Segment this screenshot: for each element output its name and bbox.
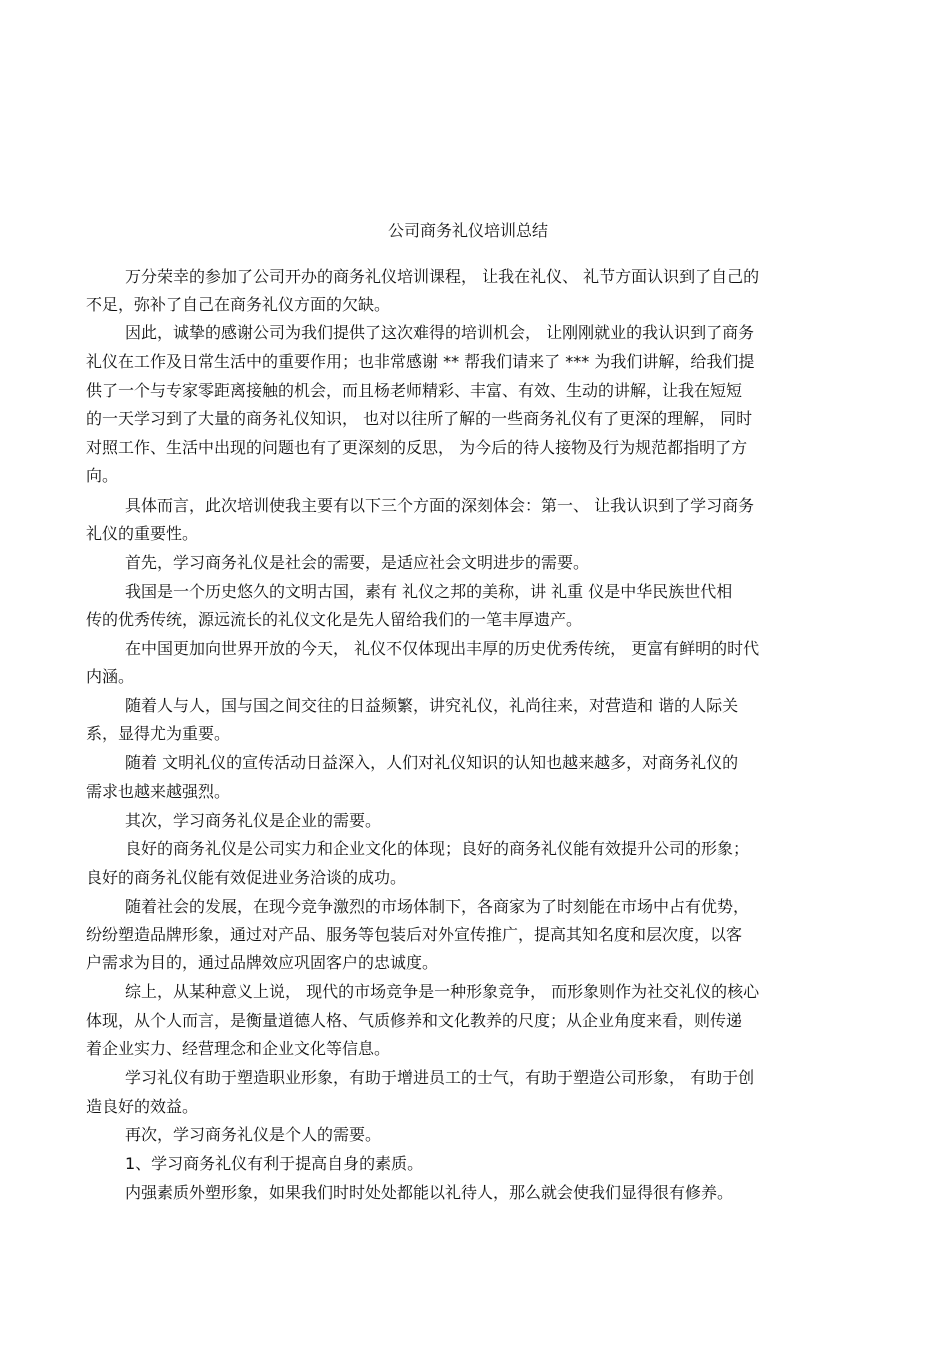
text-line: 不足，弥补了自己在商务礼仪方面的欠缺。 <box>86 295 391 314</box>
text-line: 造良好的效益。 <box>86 1097 199 1116</box>
text-line: 我国是一个历史悠久的文明古国，素有 礼仪之邦的美称，讲 礼重 仪是中华民族世代相 <box>125 582 733 601</box>
text-line: 传的优秀传统，源远流长的礼仪文化是先人留给我们的一笔丰厚遗产。 <box>86 610 583 629</box>
text-line: 礼仪的重要性。 <box>86 524 199 543</box>
text-line: 的一天学习到了大量的商务礼仪知识， 也对以往所了解的一些商务礼仪有了更深的理解， 同时 <box>86 409 753 428</box>
text-line: 内涵。 <box>86 667 135 686</box>
text-line: 良好的商务礼仪能有效促进业务洽谈的成功。 <box>86 868 407 887</box>
text-line: 纷纷塑造品牌形象，通过对产品、服务等包装后对外宣传推广，提高其知名度和层次度，以客 <box>86 925 743 944</box>
text-line: 综上，从某种意义上说， 现代的市场竞争是一种形象竞争， 而形象则作为社交礼仪的核心 <box>125 982 760 1001</box>
text-line: 具体而言，此次培训使我主要有以下三个方面的深刻体会：第一、 让我认识到了学习商务 <box>125 496 755 515</box>
text-line: 供了一个与专家零距离接触的机会，而且杨老师精彩、丰富、有效、生动的讲解，让我在短短 <box>86 381 743 400</box>
text-line: 向。 <box>86 466 119 485</box>
text-line: 着企业实力、经营理念和企业文化等信息。 <box>86 1039 391 1058</box>
text-line: 良好的商务礼仪是公司实力和企业文化的体现；良好的商务礼仪能有效提升公司的形象； <box>125 839 750 858</box>
text-line: 因此，诚挚的感谢公司为我们提供了这次难得的培训机会， 让刚刚就业的我认识到了商务 <box>125 323 755 342</box>
text-line: 随着社会的发展，在现今竞争激烈的市场体制下，各商家为了时刻能在市场中占有优势， <box>125 897 750 916</box>
text-line: 1、学习商务礼仪有利于提高自身的素质。 <box>125 1154 424 1173</box>
text-line: 随着人与人，国与国之间交往的日益频繁，讲究礼仪，礼尚往来，对营造和 谐的人际关 <box>125 696 739 715</box>
text-line: 需求也越来越强烈。 <box>86 782 231 801</box>
text-line: 在中国更加向世界开放的今天， 礼仪不仅体现出丰厚的历史优秀传统， 更富有鲜明的时代 <box>125 639 760 658</box>
text-line: 体现，从个人而言，是衡量道德人格、气质修养和文化教养的尺度；从企业角度来看，则传递 <box>86 1011 743 1030</box>
document-title: 公司商务礼仪培训总结 <box>387 221 548 240</box>
text-line: 对照工作、生活中出现的问题也有了更深刻的反思， 为今后的待人接物及行为规范都指明了方 <box>86 438 748 457</box>
text-line: 其次，学习商务礼仪是企业的需要。 <box>125 811 382 830</box>
text-line: 系，显得尤为重要。 <box>86 724 231 743</box>
text-line: 万分荣幸的参加了公司开办的商务礼仪培训课程， 让我在礼仪、 礼节方面认识到了自己的 <box>125 267 760 286</box>
text-line: 首先，学习商务礼仪是社会的需要，是适应社会文明进步的需要。 <box>125 553 590 572</box>
text-line: 随着 文明礼仪的宣传活动日益深入，人们对礼仪知识的认知也越来越多，对商务礼仪的 <box>125 753 739 772</box>
text-line: 内强素质外塑形象，如果我们时时处处都能以礼待人，那么就会使我们显得很有修养。 <box>125 1183 734 1202</box>
text-line: 学习礼仪有助于塑造职业形象，有助于增进员工的士气，有助于塑造公司形象， 有助于创 <box>125 1068 755 1087</box>
text-line: 礼仪在工作及日常生活中的重要作用；也非常感谢 ** 帮我们请来了 *** 为我们讲解，给我们提 <box>86 352 755 371</box>
text-line: 再次，学习商务礼仪是个人的需要。 <box>125 1125 382 1144</box>
text-line: 户需求为目的，通过品牌效应巩固客户的忠诚度。 <box>86 953 439 972</box>
